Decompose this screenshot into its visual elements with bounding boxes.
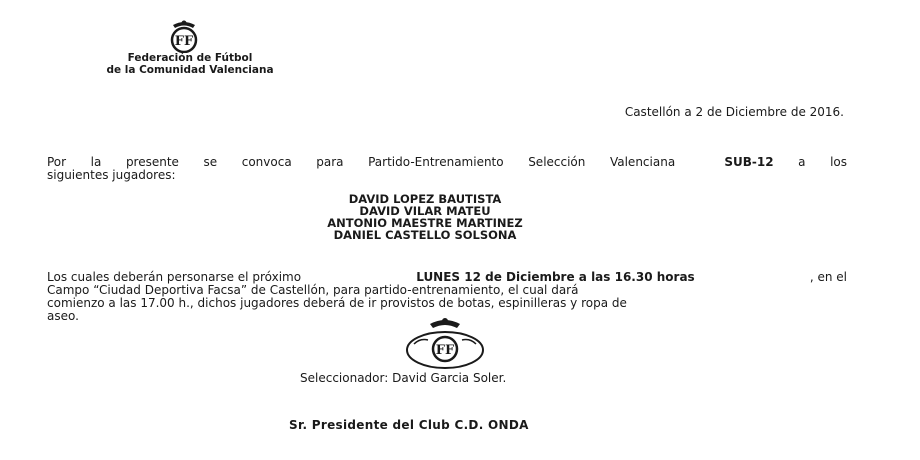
org-line-2: de la Comunidad Valenciana: [106, 64, 274, 76]
category-label: SUB-12: [724, 155, 774, 169]
org-line-1: Federación de Fútbol: [127, 52, 253, 64]
details-text: Los cuales deberán personarse el próximo: [47, 270, 302, 284]
player-list: [300, 193, 550, 241]
player-name: DAVID LOPEZ BAUTISTA: [348, 192, 502, 206]
intro-word: a: [798, 155, 806, 169]
intro-word: la: [90, 155, 102, 169]
event-datetime: LUNES 12 de Diciembre a las 16.30 horas: [416, 270, 695, 284]
player-name: ANTONIO MAESTRE MARTINEZ: [327, 216, 523, 230]
intro-line-2: siguientes jugadores:: [47, 168, 176, 182]
intro-word: para: [316, 155, 344, 169]
details-text: , en el: [809, 270, 847, 284]
svg-text:FF: FF: [435, 343, 455, 358]
intro-word: Valenciana: [609, 155, 676, 169]
intro-word: Selección: [528, 155, 586, 169]
svg-text:FF: FF: [174, 34, 194, 49]
intro-word: Partido-Entrenamiento: [368, 155, 504, 169]
recipient-line: Sr. Presidente del Club C.D. ONDA: [289, 418, 529, 432]
intro-paragraph: [47, 156, 847, 182]
date-line: Castellón a 2 de Diciembre de 2016.: [624, 105, 844, 119]
intro-word: los: [830, 155, 847, 169]
selector-signature: Seleccionador: David Garcia Soler.: [300, 371, 507, 385]
intro-word: presente: [125, 155, 179, 169]
details-text: aseo.: [47, 309, 79, 323]
organization-name: [70, 52, 310, 76]
intro-word: Por: [47, 155, 67, 169]
intro-word: convoca: [241, 155, 292, 169]
player-name: DANIEL CASTELLO SOLSONA: [333, 228, 517, 242]
ffcv-crest-icon: [163, 19, 205, 53]
intro-word: se: [203, 155, 218, 169]
details-line-3: [47, 297, 847, 310]
details-text: comienzo a las 17.00 h., dichos jugadores deberá de ir provistos de botas, espinilleras y ropa de: [47, 296, 627, 310]
player-name: DAVID VILAR MATEU: [359, 204, 491, 218]
ffcv-stamp-icon: [400, 314, 490, 370]
details-text: Campo “Ciudad Deportiva Facsa” de Castellón, para partido-entrenamiento, el cual dará: [47, 283, 579, 297]
